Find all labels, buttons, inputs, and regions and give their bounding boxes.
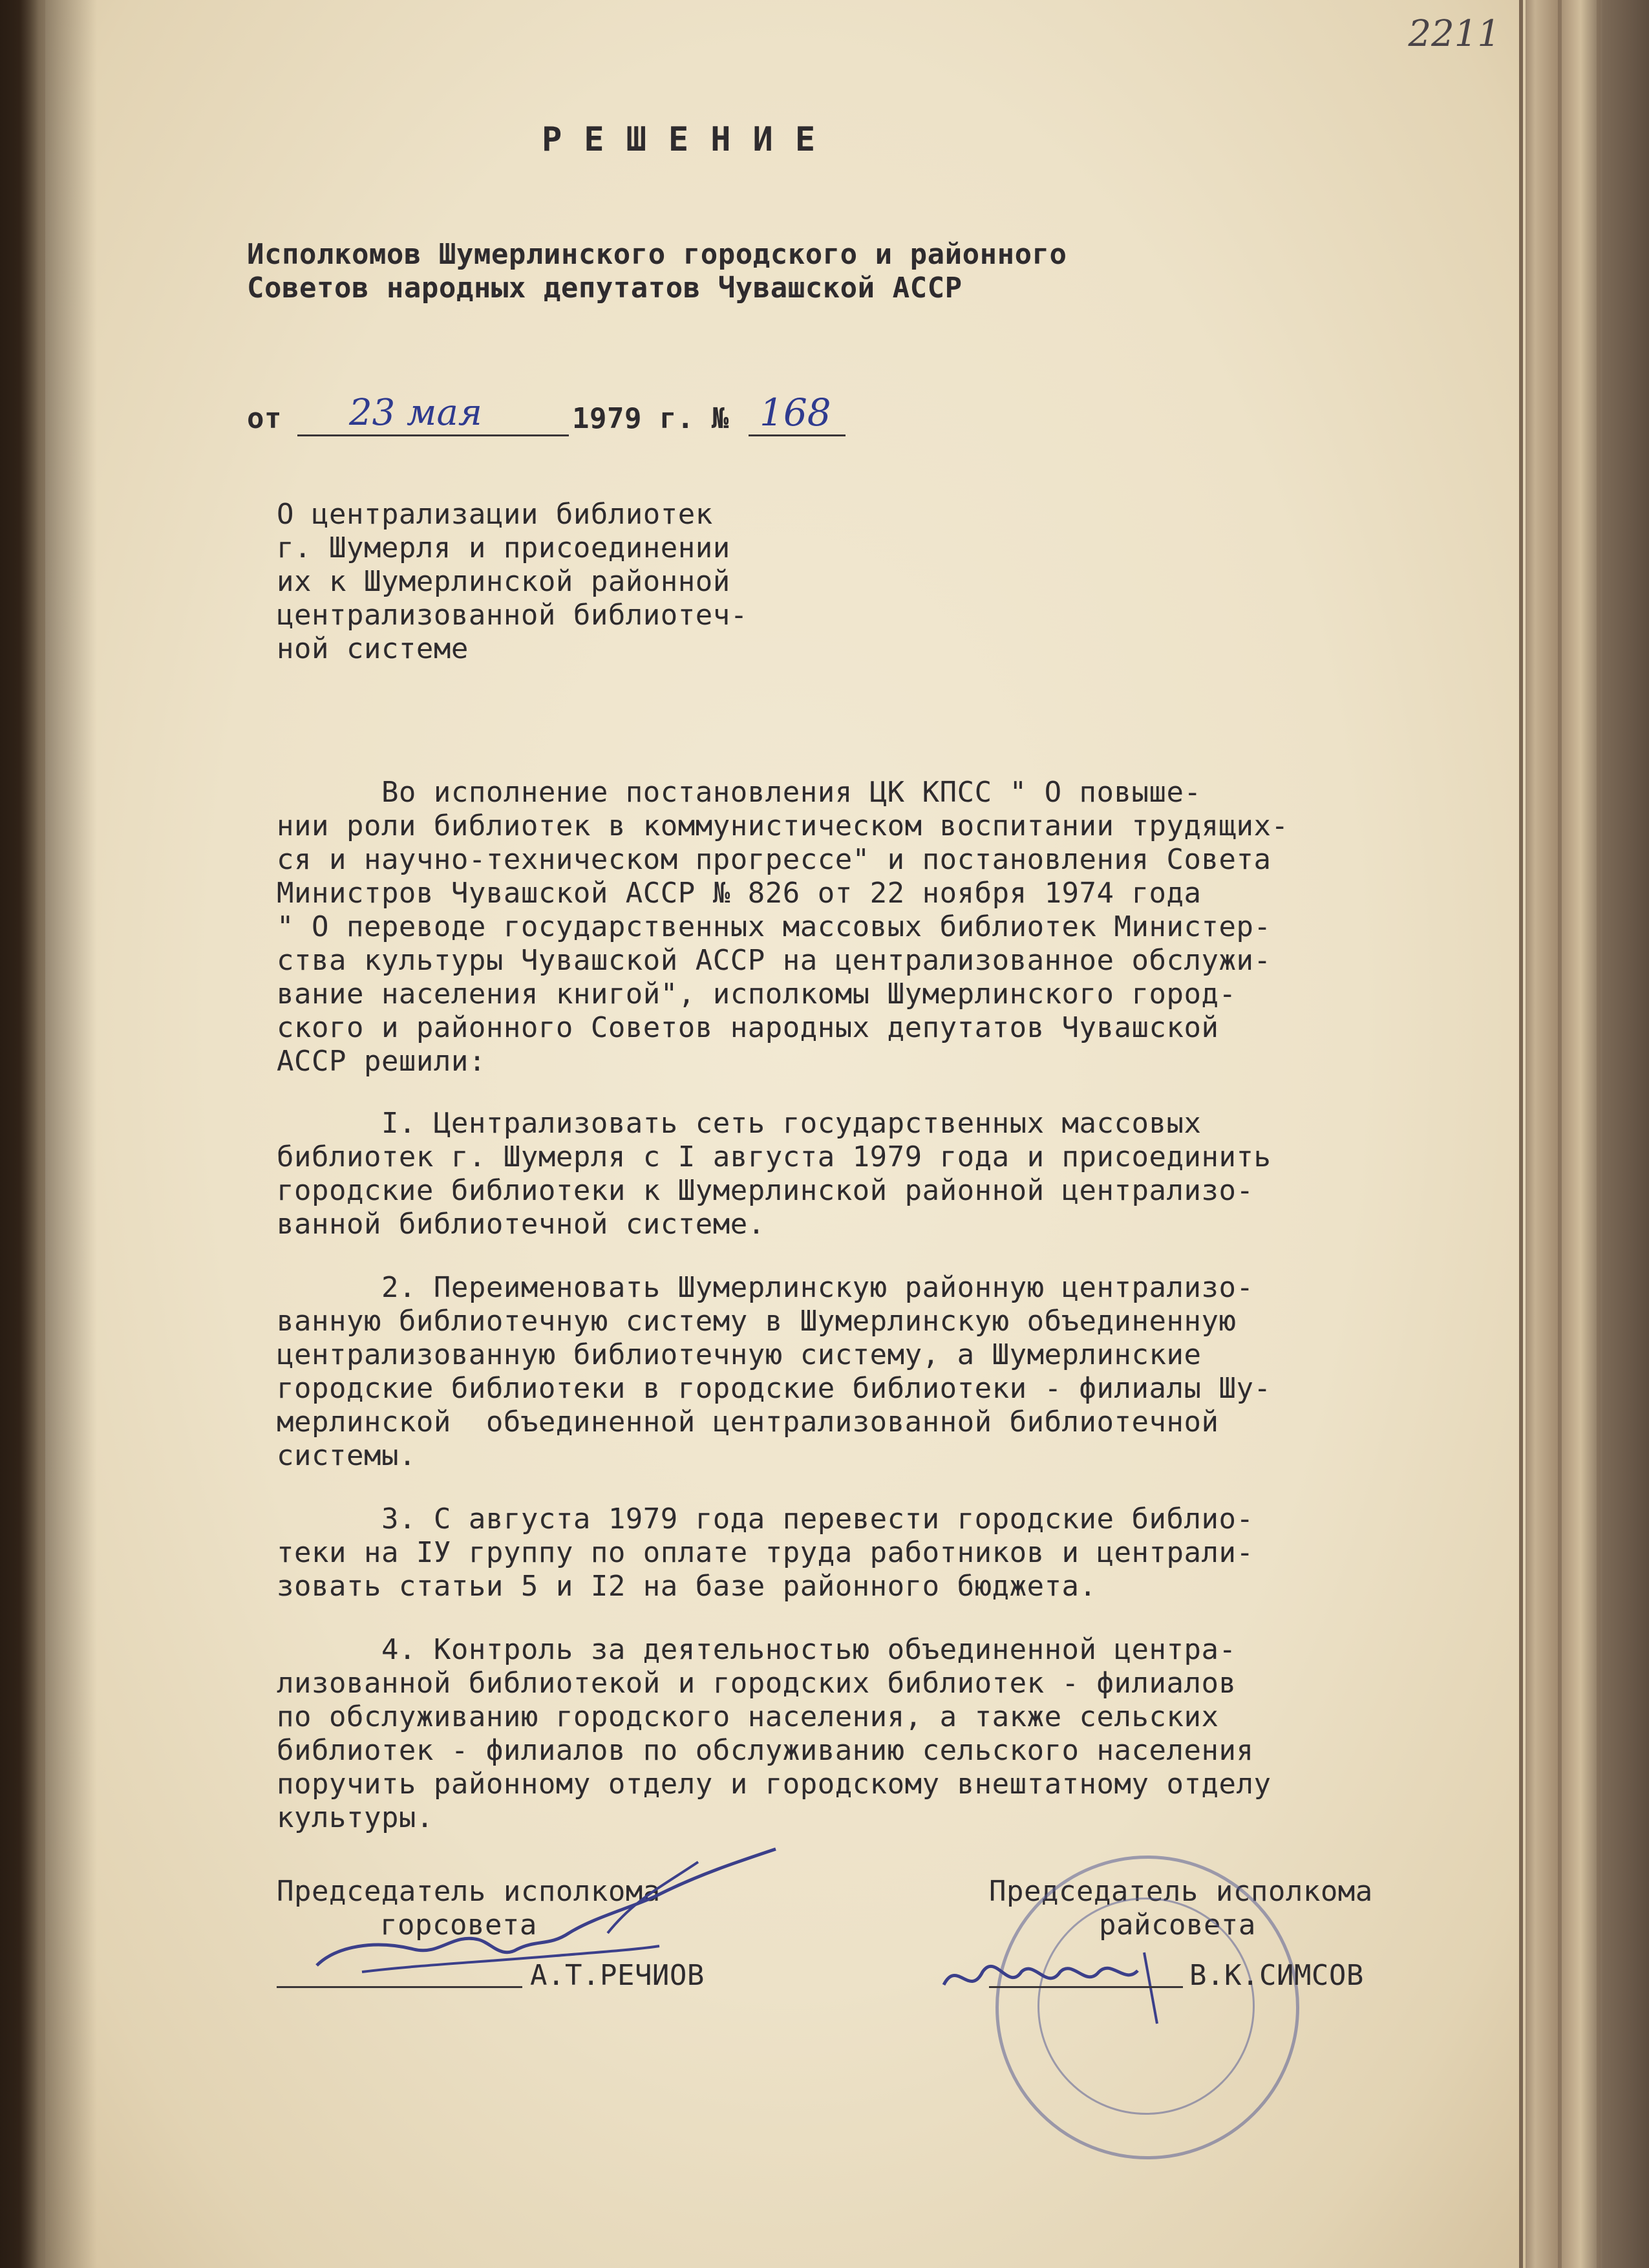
subject-line: ной системе (277, 632, 469, 665)
left-signatory-title: горсовета (380, 1909, 537, 1942)
handwritten-number: 168 (760, 390, 831, 434)
item-2-line: ванную библиотечную систему в Шумерлинскую объединенную (277, 1305, 1237, 1338)
item-4-line: поручить районному отделу и городскому внештатному отделу (277, 1768, 1271, 1801)
binding-shadow (0, 0, 97, 2268)
preamble-line: вание населения книгой", исполкомы Шумерлинского город- (277, 978, 1237, 1011)
item-4-line: по обслуживанию городского населения, а также сельских (277, 1700, 1219, 1733)
subject-line: их к Шумерлинской районной (277, 565, 730, 598)
preamble-line: Министров Чувашской АССР № 826 от 22 ноября 1974 года (277, 877, 1202, 910)
page-edge (1597, 0, 1601, 2268)
item-2-line: городские библиотеки в городские библиотеки - филиалы Шу- (277, 1372, 1271, 1405)
date-underline (297, 434, 569, 436)
subject-line: О централизации библиотек (277, 498, 713, 531)
item-3-line: 3. С августа 1979 года перевести городские библио- (277, 1503, 1254, 1535)
item-3-line: зовать статьи 5 и I2 на базе районного бюджета. (277, 1570, 1097, 1603)
archive-number: 2211 (1408, 13, 1500, 55)
preamble-line: нии роли библиотек в коммунистическом воспитании трудящих- (277, 809, 1289, 842)
item-1-line: городские библиотеки к Шумерлинской районной централизо- (277, 1174, 1254, 1207)
preamble-line: ства культуры Чувашской АССР на централизованное обслужи- (277, 944, 1271, 977)
item-1-line: ванной библиотечной системе. (277, 1208, 765, 1241)
preamble-line: " О переводе государственных массовых библиотек Министер- (277, 910, 1271, 943)
issuer-line: Исполкомов Шумерлинского городского и районного (247, 238, 1067, 271)
preamble-line: АССР решили: (277, 1045, 486, 1078)
left-signature-line (277, 1986, 522, 1988)
right-signatory-title: Председатель исполкома (989, 1875, 1373, 1908)
left-signatory-name: А.Т.РЕЧИОВ (530, 1959, 705, 1992)
item-4-line: лизованной библиотекой и городских библиотек - филиалов (277, 1667, 1237, 1700)
issuer-line: Советов народных депутатов Чувашской АССР (247, 272, 963, 305)
page-edge (1519, 0, 1523, 2268)
right-signatory-title: райсовета (1099, 1909, 1256, 1942)
year-and-number-label: 1979 г. № (572, 402, 729, 435)
item-2-line: мерлинской объединенной централизованной библиотечной (277, 1406, 1219, 1439)
item-4-line: библиотек - филиалов по обслуживанию сельского населения (277, 1734, 1254, 1767)
item-2-line: централизованную библиотечную систему, а Шумерлинские (277, 1338, 1202, 1371)
item-2-line: системы. (277, 1439, 416, 1472)
item-2-line: 2. Переименовать Шумерлинскую районную централизо- (277, 1271, 1254, 1304)
item-1-line: библиотек г. Шумерля с I августа 1979 года и присоединить (277, 1140, 1271, 1173)
item-4-line: культуры. (277, 1801, 434, 1834)
subject-line: централизованной библиотеч- (277, 599, 748, 632)
item-1-line: I. Централизовать сеть государственных массовых (277, 1107, 1202, 1140)
item-4-line: 4. Контроль за деятельностью объединенной центра- (277, 1633, 1237, 1666)
subject-line: г. Шумерля и присоединении (277, 531, 730, 564)
preamble-line: ся и научно-техническом прогрессе" и постановления Совета (277, 843, 1271, 876)
left-signatory-title: Председатель исполкома (277, 1875, 661, 1908)
preamble-line: ского и районного Советов народных депутатов Чувашской (277, 1011, 1219, 1044)
right-signatory-name: В.К.СИМСОВ (1189, 1959, 1364, 1992)
date-prefix: от (247, 402, 282, 435)
handwritten-date: 23 мая (349, 392, 482, 434)
page-edge (1558, 0, 1562, 2268)
number-underline (749, 434, 846, 436)
item-3-line: теки на IУ группу по оплате труда работников и централи- (277, 1536, 1254, 1569)
right-signature-line (989, 1986, 1183, 1988)
preamble-line: Во исполнение постановления ЦК КПСС " О повыше- (277, 776, 1202, 809)
document-title: РЕШЕНИЕ (542, 120, 838, 159)
